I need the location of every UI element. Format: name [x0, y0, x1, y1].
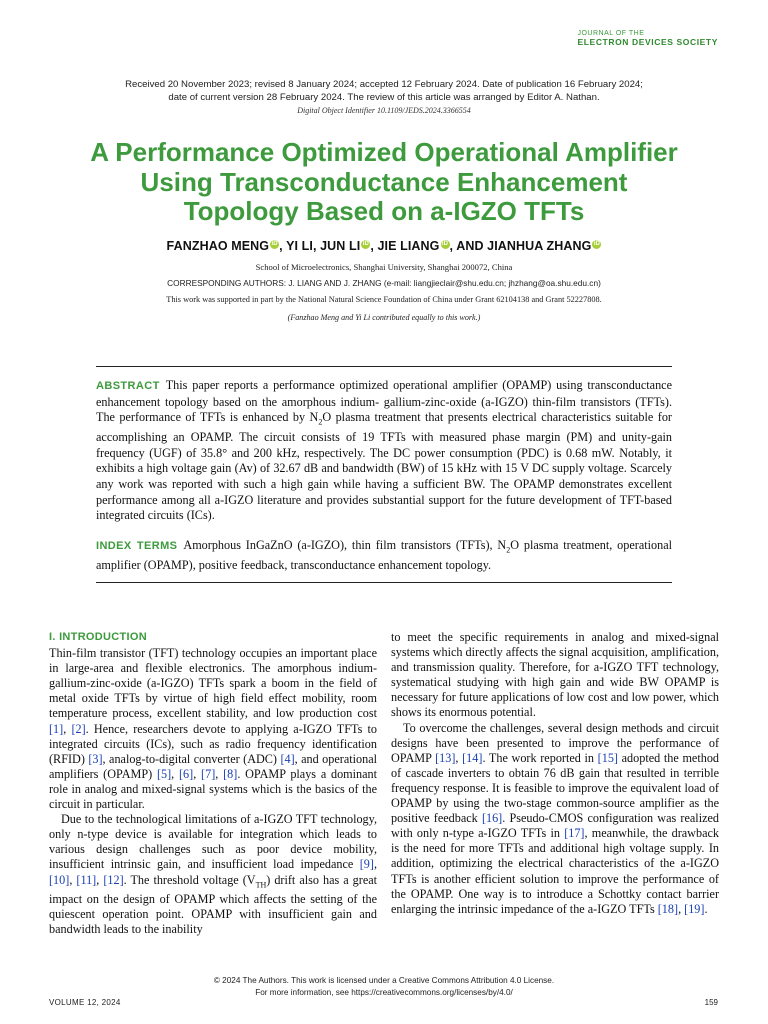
orcid-icon[interactable]: iD [441, 241, 449, 247]
abstract-bottom-rule [96, 582, 672, 583]
index-terms-text-cont: O plasma treatment, operational amplifier (OPAMP), positive feedback, transconductance enhancement topology. [96, 538, 672, 573]
citation-link[interactable]: [19] [684, 901, 705, 916]
paragraph: Thin-film transistor (TFT) technology occupies an important place in large-area and flexible electronics. The amorphous indium-gallium-zinc-oxide (a-IGZO) TFTs spark a boom in the field of metal oxide TFTs by virtue of high field effect mobility, room temperature process, excellent stability, and low production cost [1], [2]. Hence, researchers devote to applying a-IGZO TFTs to integrated circuits (ICs), such as radio frequency identification (RFID) [3], analog-to-digital converter (ADC) [4], and operational amplifiers (OPAMP) [5], [6], [7], [8]. OPAMP plays a dominant role in analog and mixed-signal systems which is the basics of the circuit in particular. [49, 646, 378, 812]
citation-link[interactable]: [6] [179, 766, 194, 781]
corresponding-authors: CORRESPONDING AUTHORS: J. LIANG AND J. ZHANG (e-mail: liangjieclair@shu.edu.cn; jhzhang@oa.shu.edu.cn) [167, 278, 601, 288]
citation-link[interactable]: [18] [657, 901, 679, 916]
journal-logo-line1: JOURNAL OF THE [577, 30, 645, 37]
license-link[interactable]: For more information, see https://creativecommons.org/licenses/by/4.0/ [255, 987, 513, 997]
section-heading: I. INTRODUCTION [49, 631, 147, 643]
paragraph: To overcome the challenges, several design methods and circuit designs have been presented to improve the performance of OPAMP [13], [14]. The work reported in [15] adopted the method of cascade inverters to obtain 76 dB gain that resulted in terrible frequency response. It is feasible to improve the equivalent load of OPAMP by using the two-stage common-source amplifier as the positive feedback [16]. Pseudo-CMOS configuration was realized with only n-type a-IGZO TFTs in [17], meanwhile, the drawback is the need for more TFTs and additional high voltage supply. In addition, optimizing the electrical characteristics of the a-IGZO TFTs is another efficient solution to improve the performance of the OPAMP. One way is to introduce a Schottky contact barrier enlarging the intrinsic impedance of the a-IGZO TFTs [18], [19]. [391, 720, 720, 916]
index-terms [96, 538, 672, 574]
citation-link[interactable]: [4] [280, 751, 295, 766]
received-dates [0, 78, 768, 104]
citation-link[interactable]: [10] [49, 872, 70, 887]
author-name[interactable]: AND JIANHUA ZHANG [456, 239, 592, 253]
license-line1: © 2024 The Authors. This work is licensed under a Creative Commons Attribution 4.0 License. [213, 976, 555, 985]
received-line2: date of current version 28 February 2024. The review of this article was arranged by Editor A. Nathan. [168, 92, 600, 103]
volume-label: VOLUME 12, 2024 [49, 998, 121, 1007]
title-line1: A Performance Optimized Operational Amplifier [90, 137, 678, 167]
journal-logo-line2: ELECTRON DEVICES SOCIETY [577, 37, 718, 47]
title-line2: Using Transconductance Enhancement [140, 166, 628, 197]
left-column [49, 630, 377, 937]
author-name[interactable]: JIE LIANG [377, 239, 440, 253]
subscript: 2 [506, 545, 511, 555]
author-name[interactable]: JUN LI [320, 239, 361, 253]
abstract-label: ABSTRACT [96, 380, 160, 392]
citation-link[interactable]: [7] [201, 766, 216, 781]
subscript: 2 [318, 417, 323, 427]
affiliation: School of Microelectronics, Shanghai University, Shanghai 200072, China [255, 262, 513, 272]
citation-link[interactable]: [3] [88, 751, 103, 766]
citation-link[interactable]: [2] [71, 721, 86, 736]
index-terms-text: Amorphous InGaZnO (a-IGZO), thin film transistors (TFTs), N [183, 538, 507, 552]
citation-link[interactable]: [9] [359, 857, 374, 872]
author-name[interactable]: FANZHAO MENG [166, 239, 270, 253]
abstract [96, 378, 672, 524]
citation-link[interactable]: [12] [103, 872, 124, 887]
equal-contribution-note: (Fanzhao Meng and Yi Li contributed equally to this work.) [287, 313, 481, 322]
citation-link[interactable]: [1] [49, 721, 64, 736]
orcid-icon[interactable]: iD [593, 241, 601, 247]
abstract-top-rule [96, 366, 672, 367]
index-terms-label: INDEX TERMS [96, 540, 178, 552]
title-line3: Topology Based on a-IGZO TFTs [183, 196, 585, 226]
citation-link[interactable]: [14] [462, 750, 483, 765]
paragraph: Due to the technological limitations of a-IGZO TFT technology, only n-type device is available for integration which leads to various design challenges such as poor device mobility, insufficient intrinsic gain, and insufficient load impedance [9], [10], [11], [12]. The threshold voltage $(V_{TH})$ drift also has a great impact on the design of OPAMP which affects the setting of the quiescent operation point. OPAMP with insufficient gain and bandwidth leads to the inability [49, 812, 378, 937]
citation-link[interactable]: [11] [76, 872, 97, 887]
license-notice [0, 975, 768, 998]
abstract-text: This paper reports a performance optimized operational amplifier (OPAMP) using transconductance enhancement topology based on the amorphous indium- gallium-zinc-oxide (a-IGZO) thin-film transistors (TFTs). The performance of TFTs is enhanced by N [96, 378, 672, 425]
received-line1: Received 20 November 2023; revised 8 January 2024; accepted 12 February 2024. Date of publication 16 February 2024; [125, 79, 643, 90]
subscript: TH [255, 879, 267, 889]
journal-logo [577, 30, 718, 47]
doi: Digital Object Identifier 10.1109/JEDS.2024.3366554 [297, 106, 471, 115]
funding-note: This work was supported in part by the National Natural Science Foundation of China under Grant 62104138 and Grant 52227808. [166, 295, 602, 304]
orcid-icon[interactable]: iD [271, 241, 278, 247]
citation-link[interactable]: [5] [156, 766, 172, 781]
right-column [391, 630, 719, 917]
paragraph: to meet the specific requirements in analog and mixed-signal systems which directly affects the signal acquisition, amplification, and transmission quality. Therefore, for a-IGZO TFT technology, systematical studying with high gain and wide BW OPAMP is necessary for future applications of low cost and low power, which shows its enormous potential. [391, 630, 719, 720]
citation-link[interactable]: [17] [564, 826, 585, 841]
orcid-icon[interactable]: iD [362, 241, 369, 247]
citation-link[interactable]: [13] [435, 750, 456, 765]
citation-link[interactable]: [8] [223, 766, 238, 781]
author-name[interactable]: YI LI [286, 239, 313, 253]
abstract-text-cont: O plasma treatment that presents electrical characteristics suitable for accomplishing an OPAMP. The circuit consists of 19 TFTs with measured phase margin (PM) and unity-gain frequency (UGF) of 35.8° and 200 kHz, respectively. The DC power consumption (PDC) is 0.68 mW. Notably, it exhibits a high voltage gain (Av) of 32.67 dB and bandwidth (BW) of 15 kHz with 15 V DC supply voltage. Scarcely any work was reported with such a high gain while having a sufficient BW. The OPAMP demonstrates excellent performance among all a-IGZO literature and provides substantial support for the future development of TFT-based integrated circuits (ICs). [96, 410, 672, 523]
citation-link[interactable]: [15] [597, 750, 618, 765]
author-list: FANZHAO MENG iD, YI LI, JUN LI iD, JIE LIANG iD, AND JIANHUA ZHANG iD [166, 239, 601, 253]
citation-link[interactable]: [16] [481, 811, 503, 826]
page-number: 159 [704, 998, 718, 1007]
paper-title [30, 138, 738, 227]
